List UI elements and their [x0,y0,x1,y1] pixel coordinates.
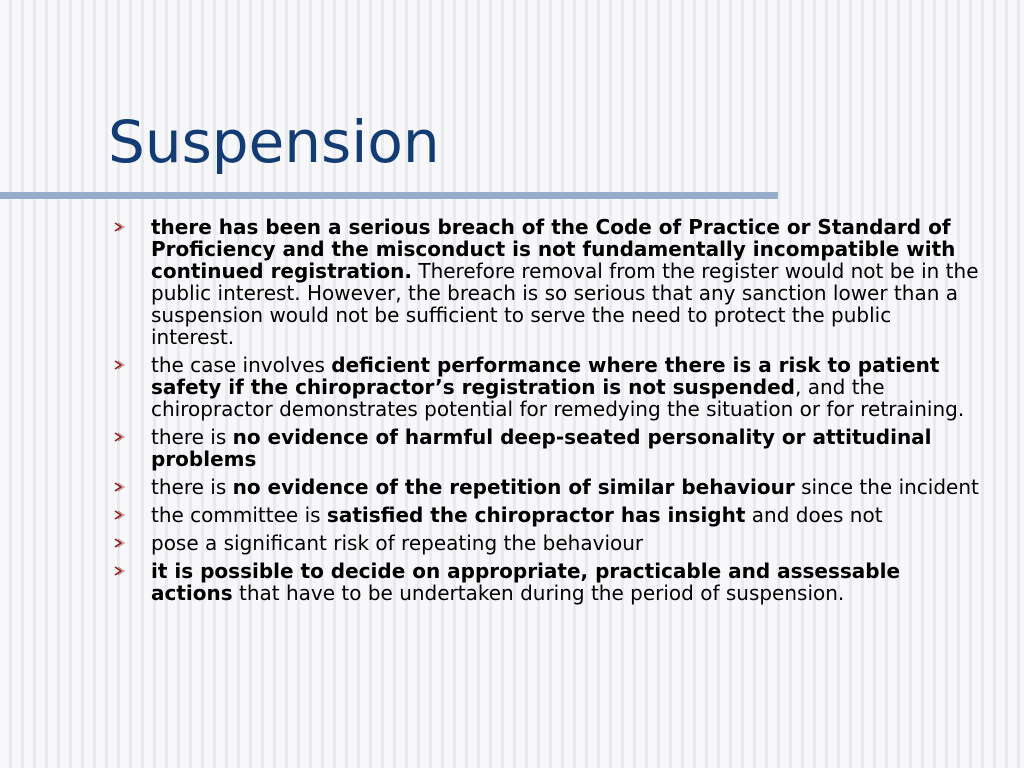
bullet-item [110,560,980,604]
bullet-list [110,216,980,610]
bullet-text: , and the chiropractor demonstrates potential for remedying the situation or for retraining. [151,375,965,421]
bullet-text: Therefore removal from the register would not be in the public interest. However, the breach is so serious that any sanction lower than a suspension would not be sufficient to serve the need to protect the public interest. [151,259,979,349]
bullet-item [110,532,980,554]
bullet-text: the case involves [151,353,332,377]
bullet-bold-text: no evidence of harmful deep-seated personality or attitudinal problems [151,425,932,471]
slide-title: Suspension [108,108,440,176]
chevron-right-icon [112,477,126,497]
bullet-item [110,426,980,470]
bullet-text: that have to be undertaken during the period of suspension. [232,581,845,605]
bullet-bold-text: deficient performance where there is a risk to patient safety if the chiropractor’s registration is not suspended [151,353,940,399]
bullet-bold-text: no evidence of the repetition of similar behaviour [232,475,795,499]
bullet-text: there is [151,475,233,499]
chevron-right-icon [112,355,126,375]
bullet-text: and does not [745,503,883,527]
chevron-right-icon [112,533,126,553]
bullet-text: since the incident [794,475,979,499]
title-divider [0,192,778,199]
bullet-text: the committee is [151,503,327,527]
bullet-item [110,504,980,526]
bullet-item [110,354,980,420]
bullet-text: pose a significant risk of repeating the behaviour [151,531,644,555]
chevron-right-icon [112,561,126,581]
bullet-bold-text: there has been a serious breach of the Code of Practice or Standard of Proficiency and the misconduct is not fundamentally incompatible with continued registration. [151,215,956,283]
bullet-text: there is [151,425,233,449]
chevron-right-icon [112,427,126,447]
bullet-bold-text: satisfied the chiropractor has insight [326,503,746,527]
bullet-bold-text: it is possible to decide on appropriate, practicable and assessable actions [151,559,901,605]
bullet-item [110,216,980,348]
chevron-right-icon [112,505,126,525]
chevron-right-icon [112,217,126,237]
bullet-item [110,476,980,498]
